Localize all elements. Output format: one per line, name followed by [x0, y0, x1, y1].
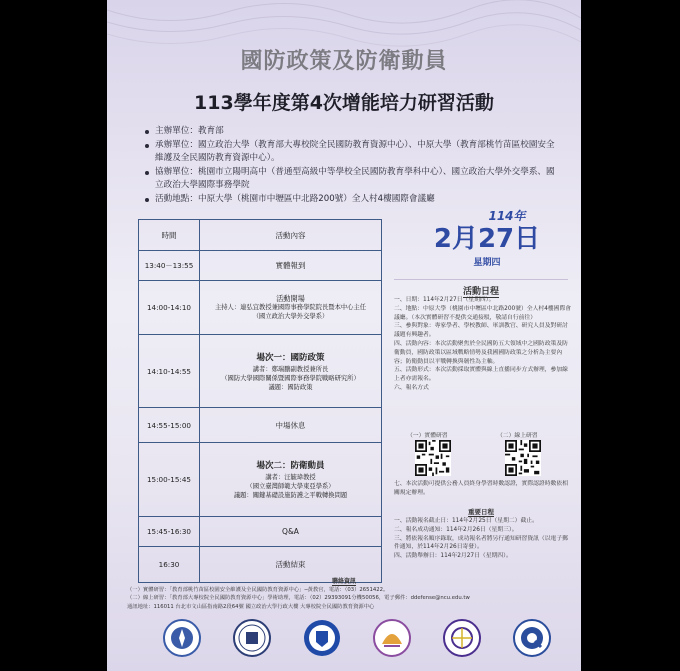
details-item: 五、活動形式：本次活動採取實體與線上直播同步方式辦理，參加線上者亦需報名。	[394, 367, 568, 383]
details-item: 二、地點：中原大學（桃園市中壢區中北路200號）全人村4樓國際會議廳。（本次實體研習不提供交通接駁，敬請自行前往）	[394, 305, 572, 321]
organizer-info	[143, 125, 563, 207]
row-line: 活動結束	[275, 560, 306, 569]
table-row	[139, 281, 382, 335]
row-line: 講者：汪毓瑋教授	[265, 474, 316, 481]
note-item: 一、活動報名截止日：114年2月25日（星期二）截止。	[394, 518, 538, 524]
notes-list	[394, 517, 572, 561]
row-time: 15:45-16:30	[139, 517, 200, 547]
row-time: 15:00-15:45	[139, 443, 200, 517]
details-item: 六、報名方式	[394, 384, 429, 391]
contact-footer	[127, 578, 561, 611]
row-time: 16:30	[139, 547, 200, 583]
info-co-organizer: 協辦單位：桃園市立陽明高中（普通型高級中等學校全民國防教育學科中心）、國立政治大學外交學系、國立政治大學國際事務學院	[143, 166, 563, 192]
row-line: 講者：鄭瑞鵬副教授兼所長	[252, 365, 329, 373]
schedule-table	[138, 219, 382, 583]
row-time: 14:00-14:10	[139, 281, 200, 335]
schedule-header-row	[139, 220, 382, 251]
poster-title: 國防政策及防衛動員	[240, 49, 448, 74]
session-title: 場次二：防衛動員	[256, 461, 325, 471]
contact-line: （一）實體研習：「教育部桃竹苗區校園安全維護及全民國防教育資源中心」─黃教官，電話：（03）2651422。	[127, 587, 389, 594]
contact-line: 通訊地址：116011 台北市文山區指南路2段64號 國立政治大學行政大樓 大專校院全民國防教育資源中心	[127, 603, 375, 610]
row-line: 議題：國防政策	[268, 383, 313, 391]
details-item: 一、日期：114年2月27日（星期四）。	[394, 297, 495, 303]
cycu-logo-icon	[372, 618, 412, 658]
details-item: 四、活動內容：本次活動聚焦於全民國防五大領域中之國防政策及防衛動員，國防政策以區域戰略情勢及我國國防政策之分析為主要內容；防衛動員以平戰轉換與韌性為主軸。	[394, 340, 568, 365]
nccu-diplomacy-logo-icon	[442, 618, 482, 658]
table-row	[139, 443, 382, 517]
notes-title: 重要日程	[468, 508, 494, 516]
info-venue: 活動地點：中原大學（桃園市中壢區中北路200號）全人村4樓國際會議廳	[143, 193, 563, 206]
event-weekday: 星期四	[473, 258, 501, 268]
poster-subtitle: 113學年度第4次增能培力研習活動	[194, 92, 494, 114]
details-list	[394, 296, 572, 393]
row-line: 實體報到	[275, 261, 306, 270]
event-day: 2月27日	[433, 224, 541, 254]
row-line: Q&A	[282, 527, 299, 536]
row-time: 14:10-14:55	[139, 335, 200, 408]
row-line: （國立政治大學外交學系）	[252, 313, 329, 320]
header-content: 活動內容	[200, 220, 382, 251]
event-year: 114年	[488, 209, 526, 223]
defense-education-resource-center-logo-icon	[512, 618, 552, 658]
onsite-registration-qr-icon[interactable]	[415, 440, 451, 476]
ministry-of-education-logo-icon	[162, 618, 202, 658]
yangming-high-school-logo-icon	[232, 618, 272, 658]
sponsor-logos	[162, 618, 552, 658]
table-row	[139, 408, 382, 443]
event-poster	[107, 0, 581, 671]
details-item-seven: 七、本次活動可提供公務人員終身學習時數認證，實際認證時數依相關規定辦理。	[394, 481, 568, 496]
row-line: 主持人：連弘宜教授兼國際事務學院院長暨本中心主任	[214, 304, 367, 311]
table-row	[139, 335, 382, 408]
header-time: 時間	[139, 220, 200, 251]
row-line: 活動開場	[276, 294, 305, 303]
row-line: 議題：關鍵基礎設施防護之平戰轉換問題	[233, 492, 348, 499]
qr-label-online: （二）線上研習	[497, 433, 538, 439]
contact-line: （二）線上研習：「教育部大專校院全民國防教育資源中心」學術助理，電話：（02）29393091分機50056，電子郵件：ddefense@ncu.edu.tw	[127, 595, 470, 602]
row-line: （國立臺灣師範大學東亞學系）	[246, 483, 335, 490]
row-time: 13:40－13:55	[139, 251, 200, 281]
table-row	[139, 251, 382, 281]
row-line: 中場休息	[275, 420, 306, 430]
event-date	[407, 207, 567, 268]
details-title: 活動日程	[462, 287, 499, 297]
note-item: 三、將依報名順序錄取，成功報名者將另行通知研習資訊（以電子郵件通知，於114年2月26日寄發）。	[394, 535, 568, 551]
contact-title: 聯絡資訊	[331, 578, 356, 585]
qr-label-onsite: （一）實體研習	[407, 433, 448, 439]
note-item: 二、報名成功通知：114年2月26日（星期三）。	[394, 526, 518, 533]
online-registration-qr-icon[interactable]	[505, 440, 541, 476]
note-item: 四、活動舉辦日：114年2月27日（星期四）。	[394, 553, 512, 560]
info-organizer: 承辦單位：國立政治大學（教育部大專校院全民國防教育資源中心）、中原大學（教育部桃竹苗區校園安全維護及全民國防教育資源中心）。	[143, 139, 563, 165]
info-host: 主辦單位：教育部	[143, 125, 563, 138]
row-line: （國防大學國際關係暨國際事務學院戰略研究所）	[221, 374, 360, 382]
table-row	[139, 517, 382, 547]
details-item: 三、參與對象：專家學者、學校教師、軍訓教官、研究人員及對研討議題有興趣者。	[394, 323, 568, 339]
session-title: 場次一：國防政策	[256, 352, 325, 363]
divider	[394, 279, 568, 280]
row-time: 14:55-15:00	[139, 408, 200, 443]
nccu-logo-icon	[302, 618, 342, 658]
